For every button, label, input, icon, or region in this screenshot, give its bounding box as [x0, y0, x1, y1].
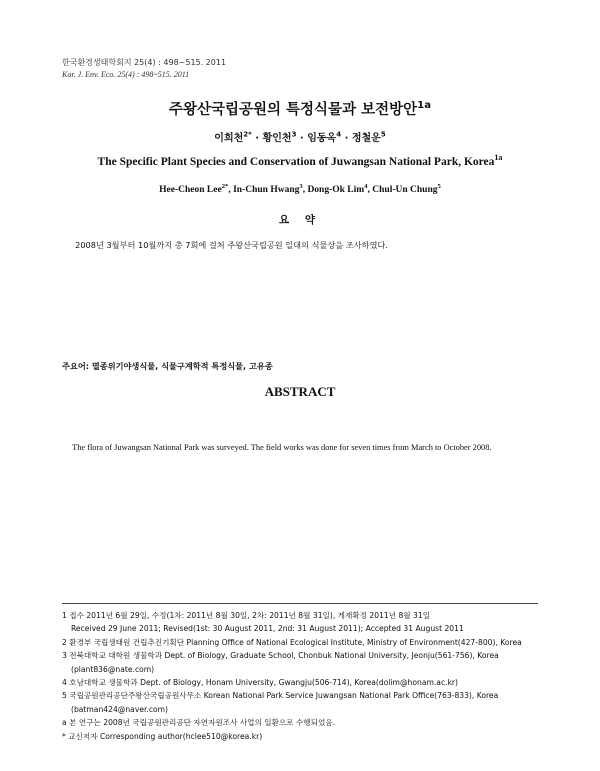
- footnote-4: 4 호남대학교 생물학과 Dept. of Biology, Honam University, Gwangju(506-714), Korea(dolim@honam.ac.kr): [62, 678, 459, 688]
- authors-english: Hee-Cheon Lee$^{2*}$, In-Chun Hwang$^3$, Dong-Ok Lim$^4$, Chul-Un Chung$^5$: [159, 182, 441, 195]
- author-en-3-sup: 4: [364, 182, 368, 190]
- author-en-4: Chul-Un Chung: [372, 185, 438, 195]
- author-en-3: Dong-Ok Lim: [307, 185, 365, 195]
- title-korean-text: 주왕산국립공원의 특정식물과 보전방안: [168, 102, 418, 118]
- footnote-corresponding: * 교신저자 Corresponding author(hclee510@korea.kr): [62, 731, 263, 741]
- footnote-a: a 본 연구는 2008년 국립공원관리공단 자연자원조사 사업의 일환으로 수행되었음.: [62, 718, 336, 728]
- author-en-4-sup: 5: [437, 182, 441, 190]
- abstract-heading: ABSTRACT: [264, 384, 336, 399]
- summary-heading-korean: 요 약: [279, 214, 321, 226]
- author-ko-2-sup: 3: [291, 130, 297, 139]
- footnote-divider: [62, 603, 538, 604]
- keywords: [62, 361, 273, 372]
- footnote-1: 1 접수 2011년 6월 29일, 수정(1차: 2011년 8월 30일, 2차: 2011년 8월 31일), 게재확정 2011년 8월 31일: [62, 611, 431, 620]
- author-ko-4-sup: 5: [380, 130, 386, 139]
- author-en-2: In-Chun Hwang: [233, 185, 300, 195]
- author-ko-1: 이희천: [214, 133, 244, 144]
- footnote-5-email: (batman424@naver.com): [71, 704, 169, 714]
- footnote-2: 2 환경부 국립생태원 건립추진기획단 Planning Office of National Ecological Institute, Ministry of Environment(427-800), Korea: [62, 637, 522, 647]
- title-korean-sup: 1a: [417, 100, 432, 112]
- author-ko-1-sup: 2*: [243, 130, 252, 139]
- journal-info-korean: 한국환경생태학회지 25(4) : 498~515. 2011: [62, 58, 227, 67]
- keywords-label: 주요어:: [62, 361, 90, 371]
- footnotes: [62, 609, 542, 743]
- keywords-text: 멸종위기야생식물, 식물구계학적 특정식물, 고유종: [91, 361, 273, 371]
- title-korean: [0, 98, 600, 119]
- title-english: [0, 153, 600, 168]
- author-separator: ·: [344, 133, 349, 144]
- footnote-5: 5 국립공원관리공단주왕산국립공원사무소 Korean National Park Service Juwangsan National Park Office(763-833), Korea: [62, 691, 499, 701]
- title-english-text: The Specific Plant Species and Conservation of Juwangsan National Park, Korea: [97, 156, 495, 168]
- author-separator: ·: [299, 133, 304, 144]
- author-ko-2: 황인천: [262, 133, 292, 144]
- author-separator: ·: [255, 133, 260, 144]
- author-ko-4: 정철운: [351, 133, 381, 144]
- authors-korean: [0, 129, 600, 144]
- author-en-1-sup: 2*: [221, 182, 229, 190]
- footnote-3-email: (plant836@nate.com): [71, 664, 155, 674]
- title-english-sup: 1a: [494, 153, 503, 163]
- footnote-3: 3 전북대학교 대학원 생물학과 Dept. of Biology, Graduate School, Chonbuk National University, Jeonju(561-756), Korea: [62, 651, 499, 661]
- author-en-1: Hee-Cheon Lee: [159, 185, 222, 195]
- author-ko-3-sup: 4: [336, 130, 342, 139]
- summary-body-korean: 2008년 3월부터 10월까지 총 7회에 걸쳐 주왕산국립공원 일대의 식물상을 조사하였다.: [75, 240, 388, 250]
- footnote-1-received: Received 29 June 2011; Revised(1st: 30 August 2011, 2nd: 31 August 2011); Accepted 31 August 2011: [71, 624, 464, 634]
- author-en-2-sup: 3: [299, 182, 303, 190]
- journal-info-english: Kor. J. Env. Eco. 25(4) : 498~515. 2011: [62, 70, 190, 79]
- author-ko-3: 임동옥: [307, 133, 337, 144]
- abstract-body: The flora of Juwangsan National Park was surveyed. The field works was done for seven times from March to October 2008.: [72, 443, 492, 452]
